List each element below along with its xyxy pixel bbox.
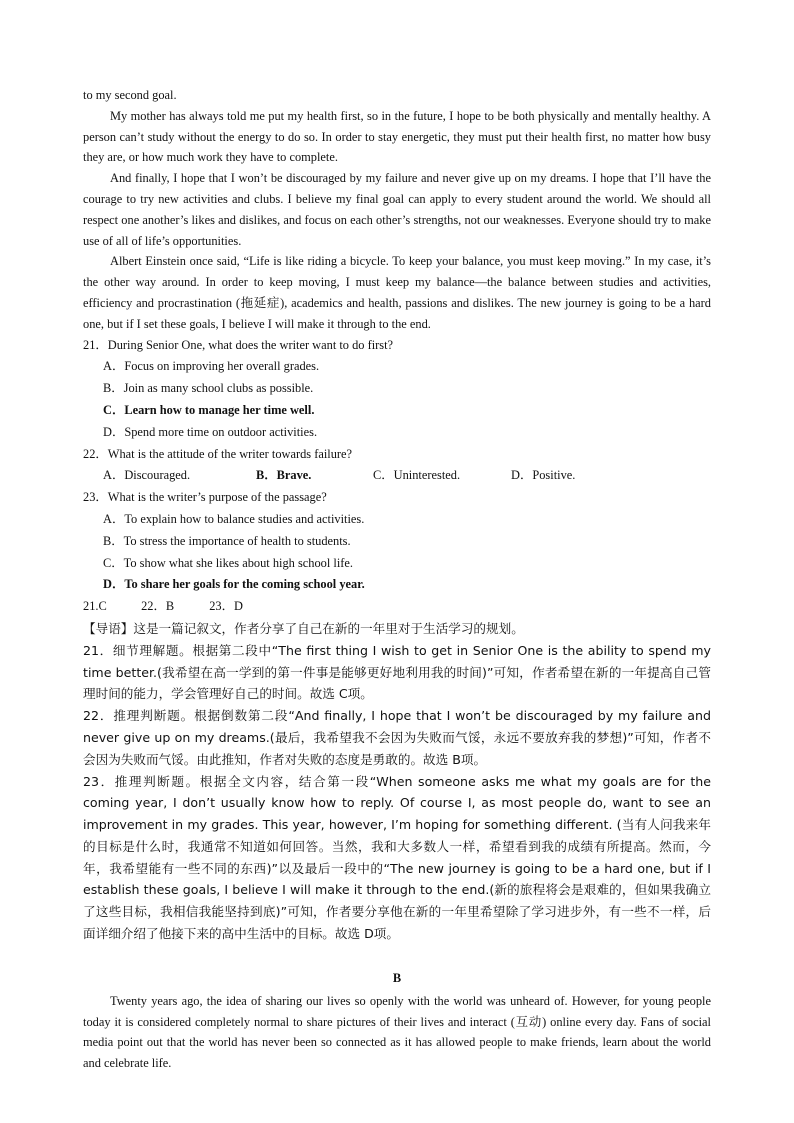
option-b-correct: B．Brave. [256,468,312,483]
option-d-correct: D．To share her goals for the coming school year. [103,577,365,592]
option-d: D．Positive. [511,468,576,483]
answer-key [83,596,711,618]
options-row [83,465,711,487]
section-b-title: B [392,970,402,985]
explanation-23: 23．推理判断题。根据全文内容，结合第一段“When someone asks me what my goals are for the coming year, I don’t usually know how to reply. Of course I, as most people do, want to see an improvement in my grades. This year, however, I’m hoping for something different. (当有人问我来年的目标是什么时，我通常不知道如何回答。当然，我和大多数人一样，希望看到我的成绩有所提高。然而，今年，我希望能有一些不同的东西)”以及最后一段中的“The new journey is going to be a hard one, but if I establish these goals, I believe I will make it through to the end.(新的旅程将会是艰难的，但如果我确立了这些目标，我相信我能坚持到底)”可知，作者要分享他在新的一年里希望除了学习进步外，有一些不一样，后面详细介绍了他接下来的高中生活中的目标。故选 D项。 [83,773,711,942]
question-21 [83,335,711,444]
question-stem: 22．What is the attitude of the writer towards failure? [83,446,353,461]
section-b-paragraph: Twenty years ago, the idea of sharing our lives so openly with the world was unheard of. However, for young people today it is considered completely normal to share pictures of their lives and interact (互动) online every day. Fans of social media point out that the world has never been so connected as it has allowed people to make friends, learn about the world and celebrate life. [83,993,711,1071]
question-23 [83,487,711,596]
passage-line: to my second goal. [83,88,177,102]
question-stem: 23．What is the writer’s purpose of the passage? [83,490,327,505]
answer-22: 22．B [141,599,175,614]
question-22 [83,444,711,488]
option-b: B．Join as many school clubs as possible. [103,381,314,396]
document-page [83,85,711,1074]
explanation-21: 21．细节理解题。根据第二段中“The first thing I wish to get in Senior One is the ability to spend my time better.(我希望在高一学到的第一件事是能够更好地利用我的时间)”可知，作者希望在新的一年提高自己管理时间的能力，学会管理好自己的时间。故选 C项。 [83,642,711,702]
question-stem: 21．During Senior One, what does the writer want to do first? [83,337,394,352]
option-c: C．To show what she likes about high school life. [103,555,354,570]
answer-21: 21.C [83,599,107,614]
option-c: C．Uninterested. [373,468,461,483]
answer-23: 23．D [209,599,243,614]
guide-text: 【导语】这是一篇记叙文，作者分享了自己在新的一年里对于生活学习的规划。 [83,620,524,636]
passage-paragraph: My mother has always told me put my health first, so in the future, I hope to be both physically and mentally healthy. A person can’t study without the energy to do so. In order to stay energetic, they must put their health first, no matter how busy they are, or how much work they have to complete. [83,108,711,165]
option-a: A．Focus on improving her overall grades. [103,359,320,374]
option-a: A．To explain how to balance studies and activities. [103,511,365,526]
explanation-22: 22．推理判断题。根据倒数第二段“And finally, I hope that I won’t be discouraged by my failure and never give up on my dreams.(最后，我希望我不会因为失败而气馁，永远不要放弃我的梦想)”可知，作者不会因为失败而气馁。由此推知，作者对失败的态度是勇敢的。故选 B项。 [83,708,711,767]
option-b: B．To stress the importance of health to students. [103,533,351,548]
option-d: D．Spend more time on outdoor activities. [103,424,318,439]
passage-paragraph: Albert Einstein once said, “Life is like riding a bicycle. To keep your balance, you must keep moving.” In my case, it’s the other way around. In order to keep moving, I must keep my balance—the balance between studies and activities, efficiency and procrastination (拖延症), academics and health, passions and dislikes. The new journey is going to be a hard one, but if I set these goals, I believe I will make it through to the end. [83,254,711,331]
passage-paragraph: And finally, I hope that I won’t be discouraged by my failure and never give up on my dreams. I hope that I’ll have the courage to try new activities and clubs. I believe my final goal can apply to every student around the world. We should all respect one another’s likes and dislikes, and focus on each other’s strengths, not our weaknesses. Everyone should try to make use of all of life’s opportunities. [83,171,711,248]
option-a: A．Discouraged. [103,468,191,483]
option-c-correct: C．Learn how to manage her time well. [103,402,315,417]
